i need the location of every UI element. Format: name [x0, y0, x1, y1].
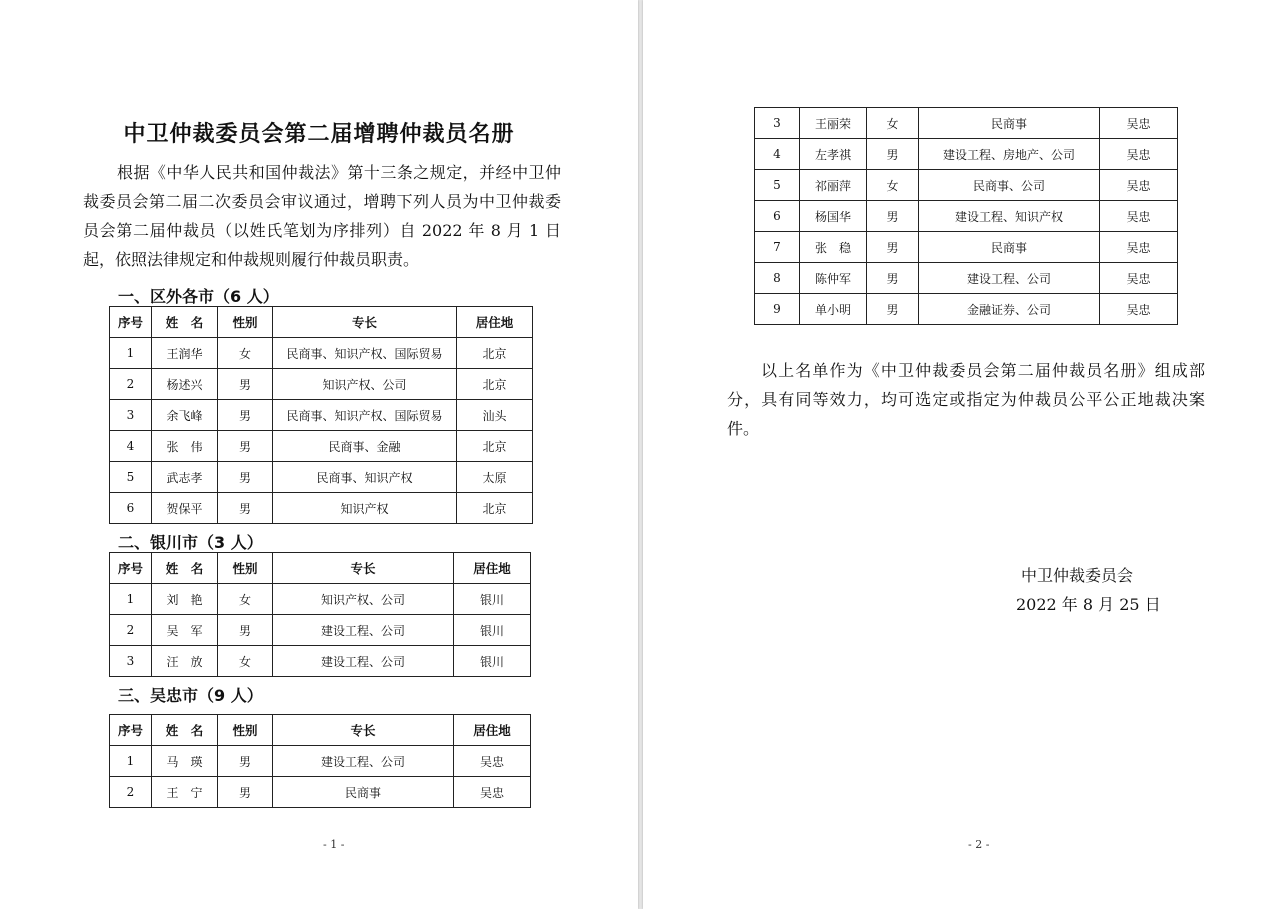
document-title: 中卫仲裁委员会第二届增聘仲裁员名册 — [123, 121, 515, 147]
cell-no: 3 — [755, 108, 800, 139]
cell-no: 7 — [755, 232, 800, 263]
cell-residence: 吴忠 — [1100, 108, 1178, 139]
roster-table-wuzhong-continued — [754, 107, 1178, 325]
cell-no: 1 — [110, 746, 152, 777]
cell-name: 吴 军 — [152, 615, 218, 646]
header-no: 序号 — [110, 715, 152, 746]
cell-residence: 北京 — [457, 493, 533, 524]
cell-gender: 女 — [867, 170, 919, 201]
cell-no: 1 — [110, 338, 152, 369]
cell-name: 王 宁 — [152, 777, 218, 808]
cell-gender: 男 — [218, 615, 273, 646]
cell-no: 4 — [755, 139, 800, 170]
cell-gender: 男 — [867, 232, 919, 263]
cell-no: 4 — [110, 431, 152, 462]
header-specialty: 专长 — [273, 553, 454, 584]
cell-specialty: 建设工程、房地产、公司 — [919, 139, 1100, 170]
cell-specialty: 民商事、知识产权 — [273, 462, 457, 493]
cell-gender: 男 — [867, 263, 919, 294]
cell-name: 武志孝 — [152, 462, 218, 493]
signature-organization: 中卫仲裁委员会 — [1021, 566, 1134, 585]
table-row — [110, 369, 533, 400]
intro-paragraph: 根据《中华人民共和国仲裁法》第十三条之规定，并经中卫仲裁委员会第二届二次委员会审议通过，增聘下列人员为中卫仲裁委员会第二届仲裁员（以姓氏笔划为序排列）自 2022 年 8 月 1 日起，依照法律规定和仲裁规则履行仲裁员职责。 — [83, 163, 561, 269]
cell-specialty: 建设工程、公司 — [273, 615, 454, 646]
table-row — [755, 108, 1178, 139]
cell-no: 2 — [110, 777, 152, 808]
cell-residence: 吴忠 — [454, 746, 531, 777]
cell-residence: 吴忠 — [1100, 263, 1178, 294]
cell-name: 张 伟 — [152, 431, 218, 462]
roster-table-yinchuan — [109, 552, 531, 677]
header-no: 序号 — [110, 553, 152, 584]
cell-no: 5 — [755, 170, 800, 201]
table-row — [755, 201, 1178, 232]
cell-residence: 吴忠 — [1100, 170, 1178, 201]
cell-specialty: 建设工程、公司 — [273, 646, 454, 677]
section-heading-yinchuan: 二、银川市（3 人） — [118, 533, 263, 552]
cell-residence: 北京 — [457, 338, 533, 369]
cell-gender: 男 — [218, 400, 273, 431]
cell-gender: 女 — [218, 338, 273, 369]
cell-name: 王润华 — [152, 338, 218, 369]
cell-gender: 男 — [218, 746, 273, 777]
header-name: 姓 名 — [152, 307, 218, 338]
table-header-row — [110, 553, 531, 584]
cell-name: 贺保平 — [152, 493, 218, 524]
table-row — [755, 294, 1178, 325]
section-heading-outside-cities: 一、区外各市（6 人） — [118, 287, 279, 306]
cell-no: 1 — [110, 584, 152, 615]
table-row — [110, 338, 533, 369]
header-residence: 居住地 — [454, 553, 531, 584]
cell-gender: 男 — [218, 493, 273, 524]
header-name: 姓 名 — [152, 715, 218, 746]
cell-no: 3 — [110, 400, 152, 431]
table-row — [755, 263, 1178, 294]
cell-specialty: 民商事、公司 — [919, 170, 1100, 201]
cell-specialty: 民商事 — [919, 232, 1100, 263]
table-row — [110, 584, 531, 615]
header-gender: 性别 — [218, 715, 273, 746]
cell-gender: 男 — [218, 431, 273, 462]
cell-name: 汪 放 — [152, 646, 218, 677]
cell-gender: 男 — [218, 462, 273, 493]
cell-residence: 银川 — [454, 584, 531, 615]
roster-table-outside-cities — [109, 306, 533, 524]
cell-name: 王丽荣 — [800, 108, 867, 139]
table-row — [110, 493, 533, 524]
table-row — [755, 170, 1178, 201]
cell-gender: 男 — [867, 139, 919, 170]
cell-residence: 吴忠 — [1100, 294, 1178, 325]
table-row — [110, 777, 531, 808]
cell-name: 马 瑛 — [152, 746, 218, 777]
header-residence: 居住地 — [454, 715, 531, 746]
closing-paragraph: 以上名单作为《中卫仲裁委员会第二届仲裁员名册》组成部分，具有同等效力，均可选定或指定为仲裁员公平公正地裁决案件。 — [727, 361, 1205, 438]
cell-residence: 吴忠 — [454, 777, 531, 808]
cell-name: 杨国华 — [800, 201, 867, 232]
cell-residence: 吴忠 — [1100, 232, 1178, 263]
header-gender: 性别 — [218, 553, 273, 584]
cell-specialty: 民商事、知识产权、国际贸易 — [273, 338, 457, 369]
cell-name: 张 稳 — [800, 232, 867, 263]
cell-specialty: 知识产权、公司 — [273, 369, 457, 400]
cell-gender: 女 — [218, 646, 273, 677]
cell-name: 陈仲军 — [800, 263, 867, 294]
page-number-2: - 2 - — [968, 838, 990, 851]
cell-no: 9 — [755, 294, 800, 325]
table-row — [755, 232, 1178, 263]
cell-no: 6 — [755, 201, 800, 232]
header-specialty: 专长 — [273, 715, 454, 746]
cell-name: 祁丽萍 — [800, 170, 867, 201]
cell-no: 3 — [110, 646, 152, 677]
header-name: 姓 名 — [152, 553, 218, 584]
cell-no: 8 — [755, 263, 800, 294]
cell-name: 刘 艳 — [152, 584, 218, 615]
table-row — [110, 646, 531, 677]
cell-name: 单小明 — [800, 294, 867, 325]
cell-name: 杨述兴 — [152, 369, 218, 400]
cell-specialty: 民商事、知识产权、国际贸易 — [273, 400, 457, 431]
page-number-1: - 1 - — [323, 838, 345, 851]
table-row — [110, 746, 531, 777]
header-residence: 居住地 — [457, 307, 533, 338]
cell-gender: 男 — [218, 777, 273, 808]
table-row — [110, 462, 533, 493]
cell-specialty: 知识产权、公司 — [273, 584, 454, 615]
cell-no: 2 — [110, 615, 152, 646]
cell-residence: 太原 — [457, 462, 533, 493]
header-specialty: 专长 — [273, 307, 457, 338]
cell-specialty: 知识产权 — [273, 493, 457, 524]
cell-specialty: 建设工程、公司 — [273, 746, 454, 777]
cell-residence: 吴忠 — [1100, 201, 1178, 232]
cell-residence: 银川 — [454, 646, 531, 677]
cell-specialty: 建设工程、公司 — [919, 263, 1100, 294]
cell-residence: 北京 — [457, 369, 533, 400]
table-header-row — [110, 307, 533, 338]
document-page-1 — [0, 0, 638, 909]
signature-date: 2022 年 8 月 25 日 — [1016, 595, 1161, 614]
header-no: 序号 — [110, 307, 152, 338]
cell-specialty: 民商事 — [273, 777, 454, 808]
document-page-2 — [643, 0, 1285, 909]
cell-residence: 北京 — [457, 431, 533, 462]
table-row — [110, 431, 533, 462]
cell-no: 6 — [110, 493, 152, 524]
cell-no: 5 — [110, 462, 152, 493]
table-row — [110, 615, 531, 646]
cell-specialty: 金融证券、公司 — [919, 294, 1100, 325]
header-gender: 性别 — [218, 307, 273, 338]
table-row — [755, 139, 1178, 170]
section-heading-wuzhong: 三、吴忠市（9 人） — [118, 686, 263, 705]
cell-gender: 男 — [867, 201, 919, 232]
cell-name: 余飞峰 — [152, 400, 218, 431]
cell-gender: 女 — [867, 108, 919, 139]
cell-no: 2 — [110, 369, 152, 400]
table-row — [110, 400, 533, 431]
cell-gender: 女 — [218, 584, 273, 615]
roster-table-wuzhong — [109, 714, 531, 808]
cell-specialty: 民商事 — [919, 108, 1100, 139]
cell-specialty: 民商事、金融 — [273, 431, 457, 462]
cell-name: 左孝祺 — [800, 139, 867, 170]
cell-gender: 男 — [218, 369, 273, 400]
table-header-row — [110, 715, 531, 746]
cell-specialty: 建设工程、知识产权 — [919, 201, 1100, 232]
cell-residence: 汕头 — [457, 400, 533, 431]
cell-residence: 银川 — [454, 615, 531, 646]
cell-gender: 男 — [867, 294, 919, 325]
cell-residence: 吴忠 — [1100, 139, 1178, 170]
